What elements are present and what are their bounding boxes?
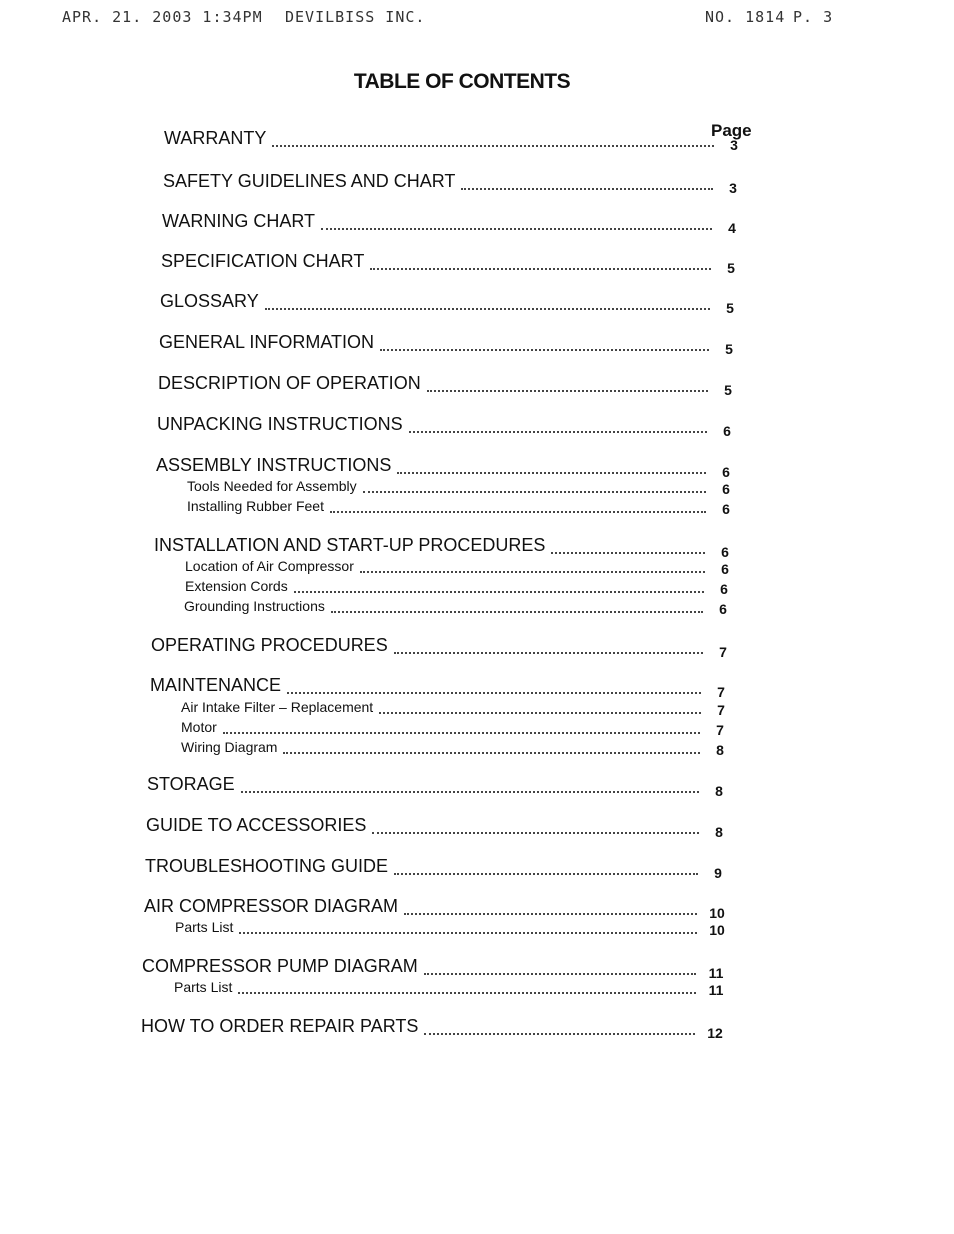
toc-entry-label: Location of Air Compressor	[185, 558, 354, 574]
toc-subentry	[185, 578, 744, 596]
toc-entry-label: DESCRIPTION OF OPERATION	[158, 373, 421, 393]
page-title: TABLE OF CONTENTS	[353, 70, 571, 93]
toc-entry-page: 8	[716, 742, 724, 758]
toc-entry-label: MAINTENANCE	[150, 675, 282, 695]
toc-entry	[161, 251, 751, 276]
toc-subentry	[181, 699, 741, 717]
page-column-label: Page	[711, 121, 752, 140]
toc-entry-page: 6	[722, 501, 730, 517]
toc-entry	[163, 171, 753, 196]
toc-subentry	[187, 498, 746, 516]
toc-entry-page: 7	[717, 684, 725, 700]
toc-entry	[145, 856, 738, 881]
toc-entry-page: 6	[723, 423, 731, 439]
toc-entry-label: WARNING CHART	[162, 211, 315, 231]
toc-entry-label: Air Intake Filter – Replacement	[181, 699, 374, 715]
toc-entry-page: 6	[720, 581, 728, 597]
fax-company: DEVILBISS INC.	[285, 8, 426, 26]
toc-entry-label: Parts List	[175, 919, 234, 935]
toc-entry-page: 4	[728, 220, 736, 236]
toc-entry-label: SPECIFICATION CHART	[161, 251, 365, 271]
dot-leader	[287, 674, 701, 694]
toc-entry-page: 7	[717, 702, 725, 718]
toc-entry-label: COMPRESSOR PUMP DIAGRAM	[142, 956, 418, 976]
dot-leader	[283, 738, 700, 754]
toc-entry-label: UNPACKING INSTRUCTIONS	[157, 414, 403, 434]
dot-leader	[551, 534, 705, 554]
toc-subentry	[187, 478, 746, 496]
dot-leader	[331, 597, 703, 613]
toc-entry-page: 3	[730, 137, 738, 153]
toc-subentry	[181, 739, 740, 757]
toc-subentry	[185, 558, 745, 576]
toc-entry-page: 10	[709, 922, 725, 938]
toc-entry	[151, 635, 743, 660]
toc-entry	[156, 455, 746, 480]
toc-entry-page: 6	[722, 464, 730, 480]
toc-entry-label: STORAGE	[147, 774, 235, 794]
toc-entry-page: 7	[719, 644, 727, 660]
dot-leader	[380, 331, 709, 351]
dot-leader	[409, 413, 707, 433]
dot-leader	[379, 698, 701, 714]
toc-entry	[150, 675, 741, 700]
dot-leader	[330, 497, 706, 513]
toc-entry-label: Motor	[181, 719, 217, 735]
toc-entry	[141, 1016, 735, 1041]
toc-entry-label: Wiring Diagram	[181, 739, 278, 755]
toc-entry-label: Grounding Instructions	[184, 598, 325, 614]
dot-leader	[265, 290, 710, 310]
toc-entry-page: 6	[719, 601, 727, 617]
toc-entry-label: Parts List	[174, 979, 233, 995]
dot-leader	[272, 127, 714, 147]
dot-leader	[223, 718, 700, 734]
toc-entry-label: SAFETY GUIDELINES AND CHART	[163, 171, 456, 191]
toc-entry	[142, 956, 736, 981]
toc-entry-label: Extension Cords	[185, 578, 288, 594]
toc-entry	[146, 815, 739, 840]
toc-entry-page: 5	[724, 382, 732, 398]
toc-entry-page: 5	[725, 341, 733, 357]
toc-entry	[144, 896, 737, 921]
toc-entry-page: 11	[708, 965, 724, 981]
toc-entry-page: 3	[729, 180, 737, 196]
toc-entry-page: 8	[715, 824, 723, 840]
toc-entry-label: ASSEMBLY INSTRUCTIONS	[156, 455, 392, 475]
toc-entry	[164, 128, 754, 153]
toc-entry-page: 8	[715, 783, 723, 799]
dot-leader	[424, 1015, 695, 1035]
fax-number: NO. 1814	[705, 8, 786, 26]
toc-entry-label: GLOSSARY	[160, 291, 259, 311]
toc-entry-page: 12	[707, 1025, 723, 1041]
toc-entry-page: 6	[721, 561, 729, 577]
fax-page: P. 3	[793, 8, 834, 26]
toc-subentry	[181, 719, 740, 737]
toc-subentry	[175, 919, 737, 937]
dot-leader	[238, 978, 696, 994]
toc-entry-label: TROUBLESHOOTING GUIDE	[145, 856, 389, 876]
toc-entry-label: WARRANTY	[164, 128, 267, 148]
toc-entry-label: HOW TO ORDER REPAIR PARTS	[141, 1016, 419, 1036]
dot-leader	[360, 557, 705, 573]
toc-entry-page: 5	[726, 300, 734, 316]
toc-entry-page: 11	[708, 982, 724, 998]
dot-leader	[372, 814, 699, 834]
dot-leader	[239, 918, 697, 934]
dot-leader	[424, 955, 696, 975]
toc-entry-page: 6	[721, 544, 729, 560]
dot-leader	[294, 577, 704, 593]
toc-entry-label: GENERAL INFORMATION	[159, 332, 375, 352]
toc-entry-label: Tools Needed for Assembly	[187, 478, 357, 494]
dot-leader	[394, 634, 703, 654]
toc-entry-page: 6	[722, 481, 730, 497]
dot-leader	[397, 454, 706, 474]
toc-entry-label: AIR COMPRESSOR DIAGRAM	[144, 896, 399, 916]
dot-leader	[363, 477, 706, 493]
toc-entry	[162, 211, 752, 236]
toc-subentry	[174, 979, 736, 997]
dot-leader	[427, 372, 708, 392]
toc-entry	[154, 535, 745, 560]
dot-leader	[404, 895, 697, 915]
toc-entry-label: GUIDE TO ACCESSORIES	[146, 815, 367, 835]
dot-leader	[241, 773, 699, 793]
toc-entry	[147, 774, 739, 799]
toc-subentry	[184, 598, 743, 616]
toc-entry-label: INSTALLATION AND START-UP PROCEDURES	[154, 535, 546, 555]
toc-entry	[159, 332, 749, 357]
toc-entry-page: 9	[714, 865, 722, 881]
dot-leader	[370, 250, 711, 270]
dot-leader	[394, 855, 698, 875]
toc-entry	[158, 373, 748, 398]
toc-entry-label: OPERATING PROCEDURES	[151, 635, 388, 655]
toc-entry-page: 10	[709, 905, 725, 921]
toc-entry-page: 7	[716, 722, 724, 738]
toc-entry	[157, 414, 747, 439]
toc-entry	[160, 291, 750, 316]
toc-entry-page: 5	[727, 260, 735, 276]
toc-entry-label: Installing Rubber Feet	[187, 498, 324, 514]
dot-leader	[321, 210, 712, 230]
fax-date-time: APR. 21. 2003 1:34PM	[62, 8, 263, 26]
dot-leader	[461, 170, 713, 190]
